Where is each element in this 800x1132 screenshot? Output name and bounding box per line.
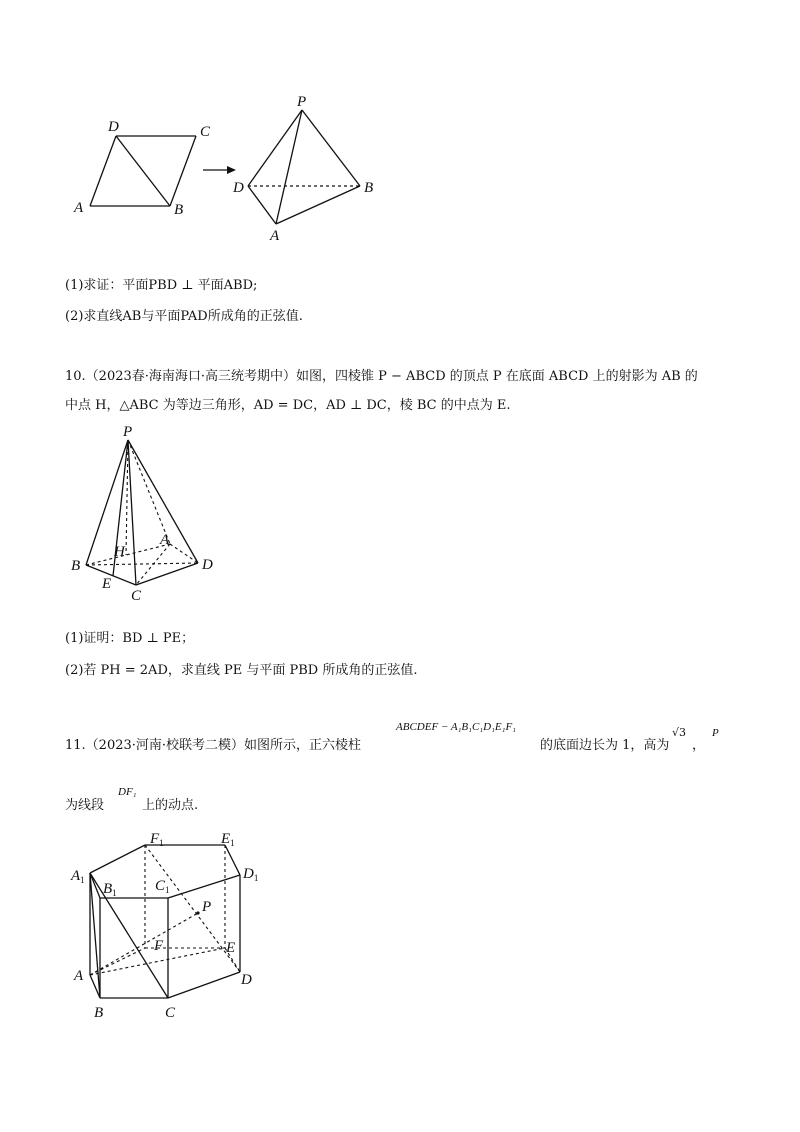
q11-line2-b: 上的动点. — [142, 798, 199, 813]
figure-pyramid-pabcd — [65, 418, 225, 608]
label-H: H — [114, 544, 125, 560]
q10-part1: (1)证明：BD ⊥ PE； — [65, 631, 195, 646]
edge-BA — [86, 544, 170, 565]
label-B: B — [71, 558, 81, 574]
rhombus-abcd — [90, 136, 196, 206]
label-C: C — [200, 124, 211, 140]
label-F: F — [154, 938, 164, 954]
edge-AD — [170, 544, 198, 563]
q9-part1: (1)求证：平面PBD ⊥ 平面ABD; — [65, 278, 258, 293]
label-A: A — [74, 968, 84, 984]
label-B: B — [174, 202, 184, 218]
label-C: C — [165, 1005, 176, 1021]
q10-stem-line1: 10.（2023春·海南海口·高三统考期中）如图，四棱锥 P − ABCD 的顶点 P 在底面 ABCD 上的射影为 AB 的 — [65, 369, 698, 384]
pyramid-pdba — [248, 110, 360, 224]
label-E: E — [102, 576, 112, 592]
arrow-icon — [203, 166, 236, 174]
q9-part2: (2)求直线AB与平面PAD所成角的正弦值. — [65, 309, 303, 324]
q11-segment-DF1: DF₁ — [118, 786, 137, 798]
edge-BD — [86, 563, 198, 565]
point-P — [196, 911, 199, 914]
label-B2: B — [364, 180, 374, 196]
label-C: C — [131, 588, 142, 604]
q11-stem-part-a: 11.（2023·河南·校联考二模）如图所示，正六棱柱 — [65, 738, 362, 753]
figure-fold-rhombus — [60, 90, 390, 250]
label-D1: $D_1$ — [243, 866, 259, 883]
label-A: A — [160, 532, 170, 548]
label-D: D — [202, 557, 213, 573]
edge-CD — [168, 972, 240, 998]
label-A1: $A_1$ — [71, 868, 85, 885]
label-E: E — [226, 940, 236, 956]
label-D: D — [241, 972, 252, 988]
label-P: P — [123, 424, 133, 440]
q11-stem-part-b: 的底面边长为 1，高为 — [540, 738, 670, 753]
edge-PC — [128, 440, 136, 585]
figure-hexagonal-prism — [65, 825, 285, 1025]
label-D2: D — [233, 180, 244, 196]
q11-line2-a: 为线段 — [65, 798, 105, 813]
label-E1: $E_1$ — [221, 831, 235, 848]
label-B: B — [94, 1005, 104, 1021]
label-A: A — [74, 200, 84, 216]
label-C1: $C_1$ — [155, 878, 170, 895]
q11-point-P: P — [712, 727, 719, 739]
q10-part2: (2)若 PH = 2AD，求直线 PE 与平面 PBD 所成角的正弦值. — [65, 663, 418, 678]
label-A2: A — [270, 228, 280, 244]
label-B1: $B_1$ — [103, 881, 117, 898]
q11-prism-formula: ABCDEF − A₁B₁C₁D₁E₁F₁ — [396, 721, 516, 733]
q10-stem-line2: 中点 H，△ABC 为等边三角形，AD = DC，AD ⊥ DC，棱 BC 的中点为 E. — [65, 398, 511, 413]
q11-comma: ， — [692, 738, 706, 753]
edge-D1C1 — [168, 875, 240, 898]
edge-E1D1 — [225, 845, 240, 875]
label-P: P — [297, 94, 307, 110]
edge-PA — [128, 440, 170, 544]
segment-AP — [90, 913, 198, 975]
label-D: D — [108, 119, 119, 135]
label-P: P — [202, 899, 212, 915]
edge-A1F1 — [90, 845, 145, 873]
label-F1: $F_1$ — [150, 831, 164, 848]
q11-height-sqrt3: √3 — [672, 726, 687, 739]
